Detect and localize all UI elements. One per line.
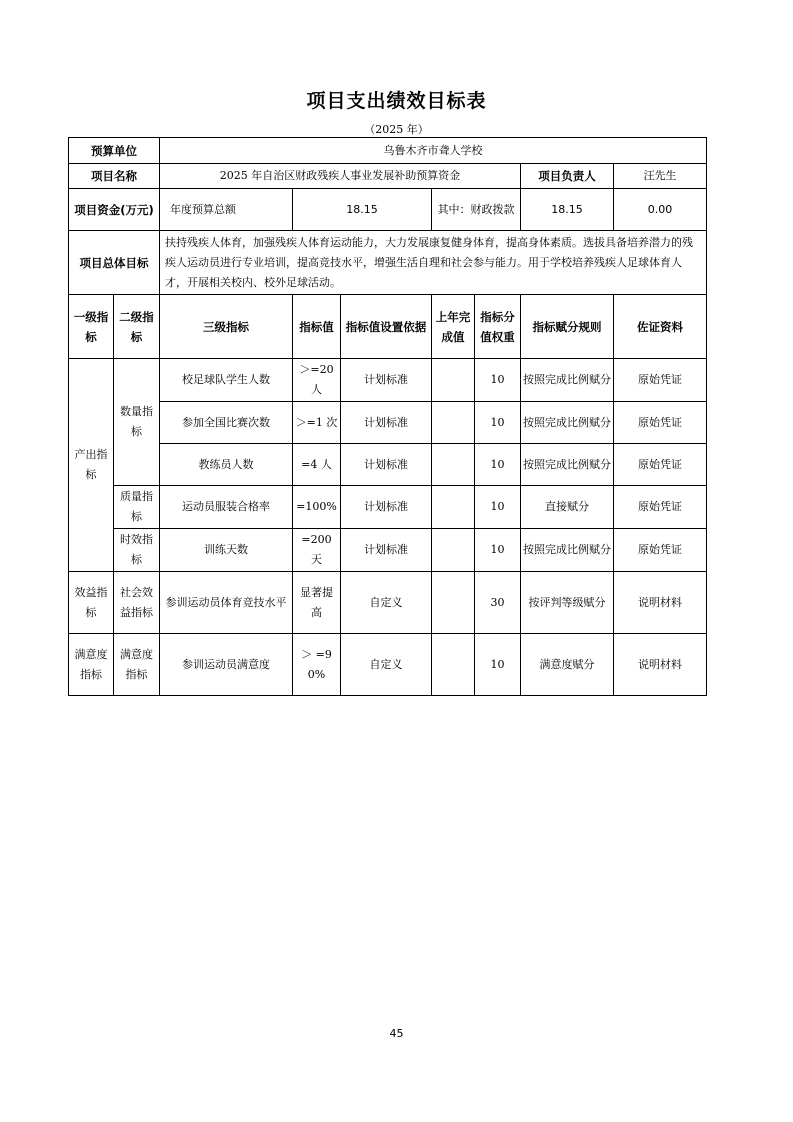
row-evidence: 说明材料 xyxy=(614,634,707,696)
table-row xyxy=(69,444,707,486)
row-weight: 10 xyxy=(475,402,521,444)
row-last xyxy=(432,359,475,402)
row-last xyxy=(432,529,475,572)
row-evidence: 原始凭证 xyxy=(614,444,707,486)
funds-row xyxy=(69,189,707,231)
table-row xyxy=(69,634,707,696)
group-benefit: 效益指标 xyxy=(69,572,114,634)
header-rule: 指标赋分规则 xyxy=(521,295,614,359)
fiscal-label: 其中：财政拨款 xyxy=(432,189,521,231)
table-row xyxy=(69,402,707,444)
fiscal-value: 18.15 xyxy=(521,189,614,231)
row-value: =100% xyxy=(293,486,341,529)
group-timeliness: 时效指标 xyxy=(114,529,160,572)
header-row xyxy=(69,295,707,359)
page-title: 项目支出绩效目标表 xyxy=(306,90,487,112)
row-basis: 自定义 xyxy=(341,634,432,696)
goal-row xyxy=(69,231,707,295)
row-basis: 计划标准 xyxy=(341,444,432,486)
goal-label: 项目总体目标 xyxy=(69,231,160,295)
row-value: =4 人 xyxy=(293,444,341,486)
annual-total-value: 18.15 xyxy=(293,189,432,231)
header-level3: 三级指标 xyxy=(160,295,293,359)
row-weight: 10 xyxy=(475,444,521,486)
row-rule: 按照完成比例赋分 xyxy=(521,529,614,572)
table-row xyxy=(69,486,707,529)
row-last xyxy=(432,572,475,634)
row-value: 显著提高 xyxy=(293,572,341,634)
row-rule: 直接赋分 xyxy=(521,486,614,529)
group-quality: 质量指标 xyxy=(114,486,160,529)
header-basis: 指标值设置依据 xyxy=(341,295,432,359)
budget-unit-row xyxy=(69,138,707,164)
row-evidence: 原始凭证 xyxy=(614,529,707,572)
row-last xyxy=(432,634,475,696)
other-value xyxy=(614,189,707,231)
row-evidence: 原始凭证 xyxy=(614,359,707,402)
project-name-value: 2025 年自治区财政残疾人事业发展补助预算资金 xyxy=(160,164,521,189)
row-name: 参训运动员体育竞技水平 xyxy=(160,572,293,634)
row-evidence: 原始凭证 xyxy=(614,402,707,444)
row-basis: 计划标准 xyxy=(341,529,432,572)
table-row xyxy=(69,572,707,634)
owner-label: 项目负责人 xyxy=(521,164,614,189)
row-last xyxy=(432,402,475,444)
header-evidence: 佐证资料 xyxy=(614,295,707,359)
row-weight: 10 xyxy=(475,634,521,696)
row-rule: 按照完成比例赋分 xyxy=(521,402,614,444)
group-output: 产出指标 xyxy=(69,359,114,572)
row-name: 运动员服装合格率 xyxy=(160,486,293,529)
row-last xyxy=(432,486,475,529)
row-weight: 10 xyxy=(475,359,521,402)
row-basis: 计划标准 xyxy=(341,486,432,529)
budget-unit-value: 乌鲁木齐市聋人学校 xyxy=(160,138,707,164)
annual-total-label: 年度预算总额 xyxy=(160,189,293,231)
row-value: ＞=1 次 xyxy=(293,402,341,444)
header-level1: 一级指标 xyxy=(69,295,114,359)
year-note: （2025 年） xyxy=(364,123,429,136)
row-basis: 计划标准 xyxy=(341,402,432,444)
owner-value: 汪先生 xyxy=(614,164,707,189)
row-value: =200 天 xyxy=(293,529,341,572)
performance-table xyxy=(68,137,707,696)
row-rule: 按评判等级赋分 xyxy=(521,572,614,634)
row-name: 教练员人数 xyxy=(160,444,293,486)
budget-unit-label: 预算单位 xyxy=(69,138,160,164)
row-name: 训练天数 xyxy=(160,529,293,572)
header-last-year: 上年完成值 xyxy=(432,295,475,359)
row-name: 参加全国比赛次数 xyxy=(160,402,293,444)
project-name-label: 项目名称 xyxy=(69,164,160,189)
row-evidence: 说明材料 xyxy=(614,572,707,634)
row-evidence: 原始凭证 xyxy=(614,486,707,529)
row-basis: 自定义 xyxy=(341,572,432,634)
row-basis: 计划标准 xyxy=(341,359,432,402)
header-level2: 二级指标 xyxy=(114,295,160,359)
group-satisfaction: 满意度指标 xyxy=(69,634,114,696)
row-rule: 按照完成比例赋分 xyxy=(521,359,614,402)
project-name-row xyxy=(69,164,707,189)
page-number: 45 xyxy=(389,1027,404,1040)
row-rule: 按照完成比例赋分 xyxy=(521,444,614,486)
row-rule: 满意度赋分 xyxy=(521,634,614,696)
row-weight: 30 xyxy=(475,572,521,634)
row-value: ＞ =90% xyxy=(293,634,341,696)
row-last xyxy=(432,444,475,486)
row-weight: 10 xyxy=(475,529,521,572)
row-name: 校足球队学生人数 xyxy=(160,359,293,402)
table-row xyxy=(69,359,707,402)
group-quantity: 数量指标 xyxy=(114,359,160,486)
row-weight: 10 xyxy=(475,486,521,529)
other-value-text: 0.00 xyxy=(647,202,673,216)
group-social-benefit: 社会效益指标 xyxy=(114,572,160,634)
table-row xyxy=(69,529,707,572)
row-value: ＞=20 人 xyxy=(293,359,341,402)
group-satisfaction-sub: 满意度指标 xyxy=(114,634,160,696)
header-weight: 指标分值权重 xyxy=(475,295,521,359)
funds-label: 项目资金(万元) xyxy=(69,189,160,231)
row-name: 参训运动员满意度 xyxy=(160,634,293,696)
goal-text: 扶持残疾人体育，加强残疾人体育运动能力，大力发展康复健身体育，提高身体素质。选拔具备培养潜力的残疾人运动员进行专业培训，提高竞技水平，增强生活自理和社会参与能力。用于学校培养残疾人足球体育人才，开展相关校内、校外足球活动。 xyxy=(160,231,707,295)
header-value: 指标值 xyxy=(293,295,341,359)
